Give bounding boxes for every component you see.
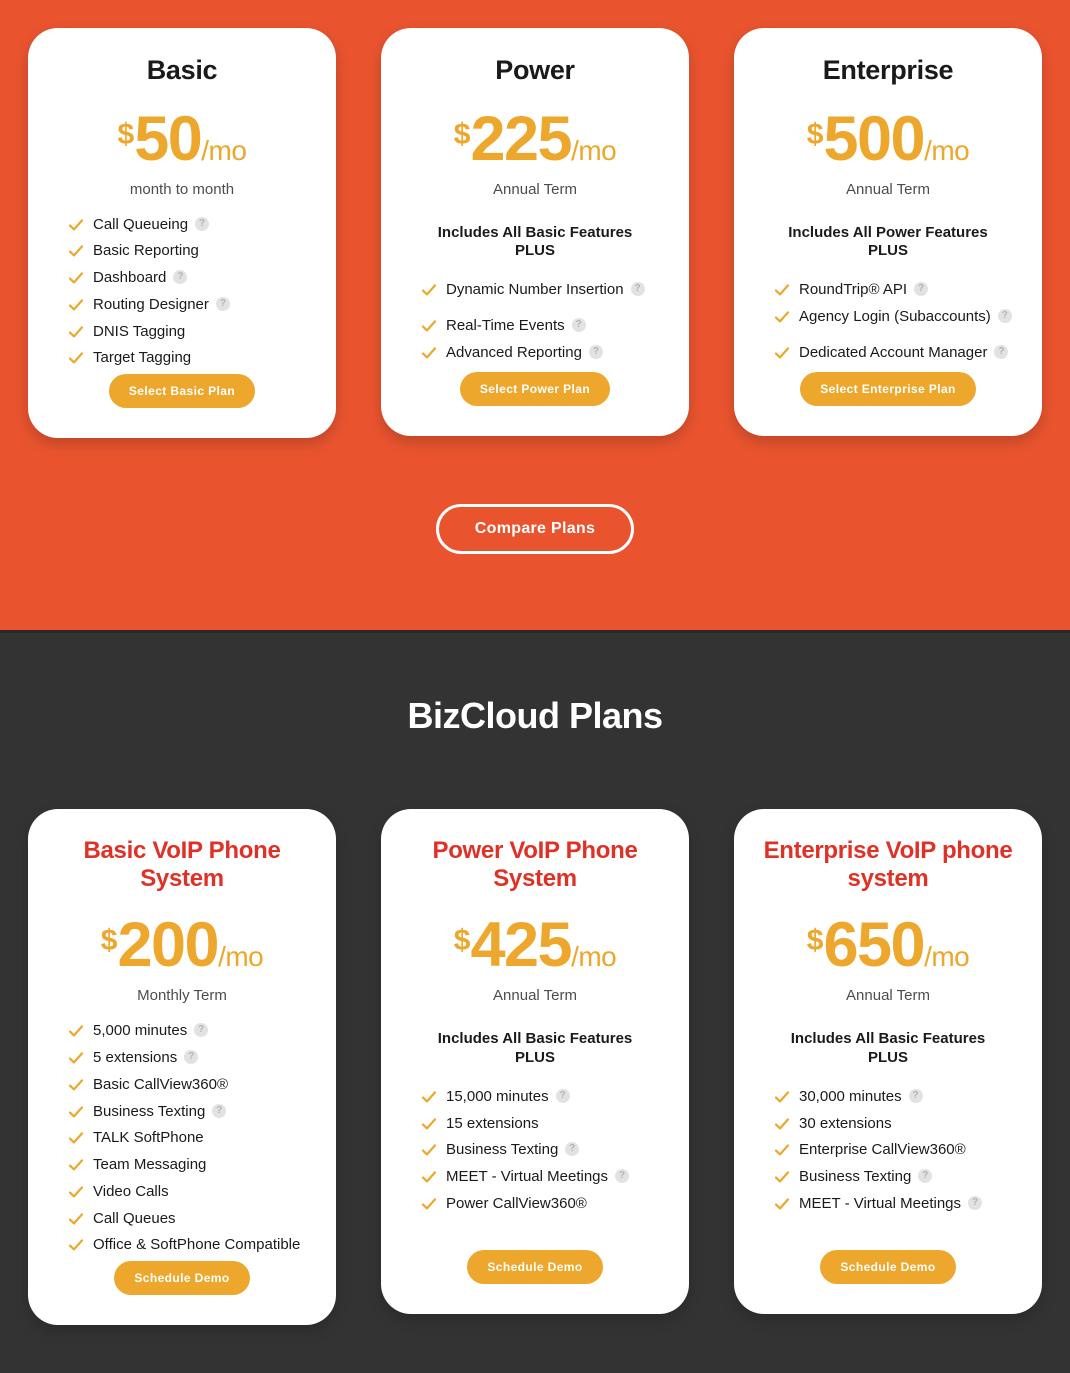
feature-item (774, 342, 1020, 364)
check-icon (68, 270, 84, 286)
help-icon[interactable]: ? (216, 297, 230, 311)
check-icon (774, 282, 790, 298)
feature-label: Power CallView360® (446, 1194, 587, 1212)
feature-text-wrap (93, 321, 185, 343)
feature-label: 5,000 minutes (93, 1022, 188, 1040)
compare-plans-wrap (0, 438, 1070, 630)
feature-label: Real-Time Events (446, 316, 565, 334)
feature-item (421, 1139, 667, 1161)
plan-includes-note: Includes All Basic Features PLUS (437, 1030, 633, 1067)
feature-item (421, 1086, 667, 1108)
feature-label: MEET - Virtual Meetings (799, 1194, 962, 1212)
feature-item (68, 1181, 314, 1203)
feature-label: RoundTrip® API (799, 281, 908, 299)
plan-title: Power (495, 55, 575, 85)
plan-feature-list (403, 1086, 667, 1220)
check-icon (68, 243, 84, 259)
check-icon (421, 1089, 437, 1105)
help-icon[interactable]: ? (212, 1104, 226, 1118)
plan-price (100, 910, 264, 981)
feature-label: Call Queues (93, 1209, 176, 1227)
help-icon[interactable]: ? (918, 1169, 932, 1183)
plan-includes-note: Includes All Power Features PLUS (788, 223, 988, 260)
feature-text-wrap (93, 294, 230, 316)
price-amount: 650 (823, 910, 925, 981)
feature-label: 5 extensions (93, 1049, 178, 1067)
feature-item (68, 1074, 314, 1096)
feature-text-wrap (446, 315, 586, 337)
feature-text-wrap (799, 279, 928, 301)
feature-item (68, 294, 314, 316)
help-icon[interactable]: ? (589, 345, 603, 359)
feature-item (774, 1193, 1020, 1215)
price-amount: 200 (117, 910, 219, 981)
feature-item (421, 315, 667, 337)
feature-label: Routing Designer (93, 295, 209, 313)
help-icon[interactable]: ? (572, 318, 586, 332)
plan-price (453, 910, 617, 981)
check-icon (421, 1116, 437, 1132)
feature-text-wrap (93, 214, 209, 236)
check-icon (774, 1142, 790, 1158)
check-icon (68, 217, 84, 233)
price-currency: $ (806, 117, 824, 151)
plan-feature-list (756, 1086, 1020, 1220)
plan-term: Annual Term (846, 987, 930, 1005)
help-icon[interactable]: ? (631, 282, 645, 296)
feature-label: Dynamic Number Insertion (446, 281, 624, 299)
feature-item (421, 1113, 667, 1135)
plan-cta-button[interactable]: Schedule Demo (467, 1250, 602, 1284)
feature-text-wrap (93, 267, 187, 289)
feature-item (68, 321, 314, 343)
feature-text-wrap (93, 1181, 169, 1203)
feature-item (68, 1234, 314, 1256)
feature-label: Advanced Reporting (446, 343, 582, 361)
plan-price (806, 103, 970, 174)
price-amount: 425 (470, 910, 572, 981)
price-period: /mo (924, 941, 970, 973)
check-icon (421, 1169, 437, 1185)
feature-text-wrap (93, 1101, 226, 1123)
feature-label: Dedicated Account Manager (799, 343, 988, 361)
help-icon[interactable]: ? (909, 1089, 923, 1103)
feature-item (774, 1086, 1020, 1108)
plan-feature-list (756, 279, 1020, 368)
plan-price (453, 103, 617, 174)
feature-label: Business Texting (446, 1141, 559, 1159)
plan-term: Annual Term (846, 180, 930, 198)
check-icon (68, 1184, 84, 1200)
feature-item (68, 1154, 314, 1176)
plan-cta-button[interactable]: Select Enterprise Plan (800, 372, 976, 406)
price-currency: $ (117, 117, 135, 151)
check-icon (774, 1116, 790, 1132)
feature-text-wrap (93, 1208, 176, 1230)
help-icon[interactable]: ? (968, 1196, 982, 1210)
plan-cta-button[interactable]: Select Power Plan (460, 372, 610, 406)
price-currency: $ (453, 924, 471, 958)
check-icon (68, 1023, 84, 1039)
feature-item (421, 1166, 667, 1188)
plan-card-power-voip-phone-system (381, 809, 689, 1314)
feature-text-wrap (93, 1074, 228, 1096)
plan-price (117, 103, 247, 174)
plan-card-power (381, 28, 689, 436)
help-icon[interactable]: ? (556, 1089, 570, 1103)
feature-text-wrap (799, 306, 1012, 328)
plan-feature-list (50, 214, 314, 375)
price-amount: 225 (470, 103, 572, 174)
help-icon[interactable]: ? (914, 282, 928, 296)
feature-text-wrap (446, 1166, 629, 1188)
help-icon[interactable]: ? (565, 1142, 579, 1156)
plan-card-basic-voip-phone-system (28, 809, 336, 1325)
price-period: /mo (571, 134, 617, 166)
feature-item (68, 1101, 314, 1123)
feature-text-wrap (93, 1020, 208, 1042)
feature-text-wrap (799, 1166, 932, 1188)
feature-text-wrap (799, 342, 1008, 364)
plan-card-basic (28, 28, 336, 438)
check-icon (68, 1237, 84, 1253)
check-icon (421, 282, 437, 298)
plan-title: Enterprise VoIP phone system (763, 837, 1013, 892)
feature-label: Video Calls (93, 1182, 169, 1200)
check-icon (774, 345, 790, 361)
plan-feature-list (50, 1020, 314, 1261)
feature-item (421, 342, 667, 364)
price-currency: $ (100, 924, 118, 958)
feature-text-wrap (446, 279, 645, 301)
feature-item (774, 1166, 1020, 1188)
feature-item (774, 306, 1020, 328)
feature-text-wrap (93, 347, 191, 369)
price-amount: 50 (134, 103, 202, 174)
feature-text-wrap (799, 1113, 892, 1135)
price-period: /mo (201, 134, 247, 166)
price-period: /mo (924, 134, 970, 166)
bizcloud-card-row (0, 809, 1070, 1325)
feature-label: Enterprise CallView360® (799, 1141, 966, 1159)
feature-item (421, 1193, 667, 1215)
feature-item (68, 1208, 314, 1230)
help-icon[interactable]: ? (173, 270, 187, 284)
feature-text-wrap (446, 1113, 539, 1135)
feature-label: Basic CallView360® (93, 1075, 229, 1093)
plan-feature-list (403, 279, 667, 368)
check-icon (68, 297, 84, 313)
plan-term: Annual Term (493, 987, 577, 1005)
feature-item (774, 1113, 1020, 1135)
bizcloud-cards-wrap (0, 737, 1070, 1373)
plan-card-enterprise (734, 28, 1042, 436)
feature-label: Target Tagging (93, 349, 192, 367)
check-icon (68, 1104, 84, 1120)
call-plans-card-row (0, 28, 1070, 438)
feature-text-wrap (446, 342, 603, 364)
plan-term: Annual Term (493, 180, 577, 198)
feature-label: TALK SoftPhone (93, 1129, 204, 1147)
feature-label: Agency Login (Subaccounts) (799, 307, 991, 325)
plan-title: Basic (146, 55, 218, 85)
feature-item (68, 347, 314, 369)
feature-label: Business Texting (799, 1168, 912, 1186)
bizcloud-heading: BizCloud Plans (407, 695, 663, 737)
feature-label: MEET - Virtual Meetings (446, 1168, 609, 1186)
feature-text-wrap (446, 1086, 570, 1108)
plan-term: month to month (129, 180, 235, 198)
plan-includes-note: Includes All Basic Features PLUS (437, 223, 633, 260)
plan-card-enterprise-voip-phone-system (734, 809, 1042, 1314)
feature-item (421, 279, 667, 301)
check-icon (68, 350, 84, 366)
plan-cta-button[interactable]: Schedule Demo (114, 1261, 249, 1295)
plan-title: Power VoIP Phone System (432, 837, 638, 892)
bizcloud-section (0, 630, 1070, 1373)
check-icon (68, 1130, 84, 1146)
feature-text-wrap (799, 1086, 923, 1108)
feature-item (774, 1139, 1020, 1161)
feature-label: Dashboard (93, 269, 167, 287)
check-icon (774, 309, 790, 325)
help-icon[interactable]: ? (184, 1050, 198, 1064)
feature-item (68, 214, 314, 236)
compare-plans-button[interactable]: Compare Plans (436, 504, 634, 554)
feature-label: Office & SoftPhone Compatible (93, 1236, 301, 1254)
plan-cta-button[interactable]: Schedule Demo (820, 1250, 955, 1284)
check-icon (68, 1157, 84, 1173)
feature-item (68, 267, 314, 289)
feature-label: 15 extensions (446, 1114, 539, 1132)
check-icon (421, 1142, 437, 1158)
check-icon (68, 1050, 84, 1066)
plan-title: Basic VoIP Phone System (83, 837, 281, 892)
feature-item (68, 1020, 314, 1042)
feature-label: 30 extensions (799, 1114, 892, 1132)
feature-text-wrap (93, 1047, 198, 1069)
feature-label: 15,000 minutes (446, 1087, 549, 1105)
price-currency: $ (806, 924, 824, 958)
check-icon (421, 318, 437, 334)
price-period: /mo (218, 941, 264, 973)
check-icon (421, 1196, 437, 1212)
feature-text-wrap (93, 1127, 204, 1149)
feature-label: Basic Reporting (93, 242, 199, 260)
plan-term: Monthly Term (137, 987, 227, 1005)
help-icon[interactable]: ? (998, 309, 1012, 323)
check-icon (774, 1169, 790, 1185)
feature-item (774, 279, 1020, 301)
feature-text-wrap (446, 1139, 579, 1161)
feature-text-wrap (93, 1234, 300, 1256)
help-icon[interactable]: ? (194, 1023, 208, 1037)
price-amount: 500 (823, 103, 925, 174)
call-plans-section (0, 0, 1070, 630)
check-icon (774, 1089, 790, 1105)
plan-price (806, 910, 970, 981)
price-currency: $ (453, 117, 471, 151)
feature-text-wrap (799, 1139, 966, 1161)
check-icon (421, 345, 437, 361)
feature-label: Call Queueing (93, 215, 189, 233)
feature-text-wrap (799, 1193, 982, 1215)
feature-text-wrap (93, 1154, 206, 1176)
feature-label: Team Messaging (93, 1156, 207, 1174)
feature-label: 30,000 minutes (799, 1087, 902, 1105)
check-icon (68, 1077, 84, 1093)
plan-includes-note: Includes All Basic Features PLUS (790, 1030, 986, 1067)
feature-item (68, 1127, 314, 1149)
check-icon (68, 1211, 84, 1227)
feature-text-wrap (446, 1193, 587, 1215)
feature-text-wrap (93, 240, 199, 262)
plan-title: Enterprise (822, 55, 954, 85)
help-icon[interactable]: ? (994, 345, 1008, 359)
feature-item (68, 1047, 314, 1069)
feature-item (68, 240, 314, 262)
check-icon (774, 1196, 790, 1212)
help-icon[interactable]: ? (195, 217, 209, 231)
help-icon[interactable]: ? (615, 1169, 629, 1183)
feature-label: Business Texting (93, 1102, 206, 1120)
plan-cta-button[interactable]: Select Basic Plan (109, 374, 255, 408)
price-period: /mo (571, 941, 617, 973)
check-icon (68, 324, 84, 340)
feature-label: DNIS Tagging (93, 322, 186, 340)
